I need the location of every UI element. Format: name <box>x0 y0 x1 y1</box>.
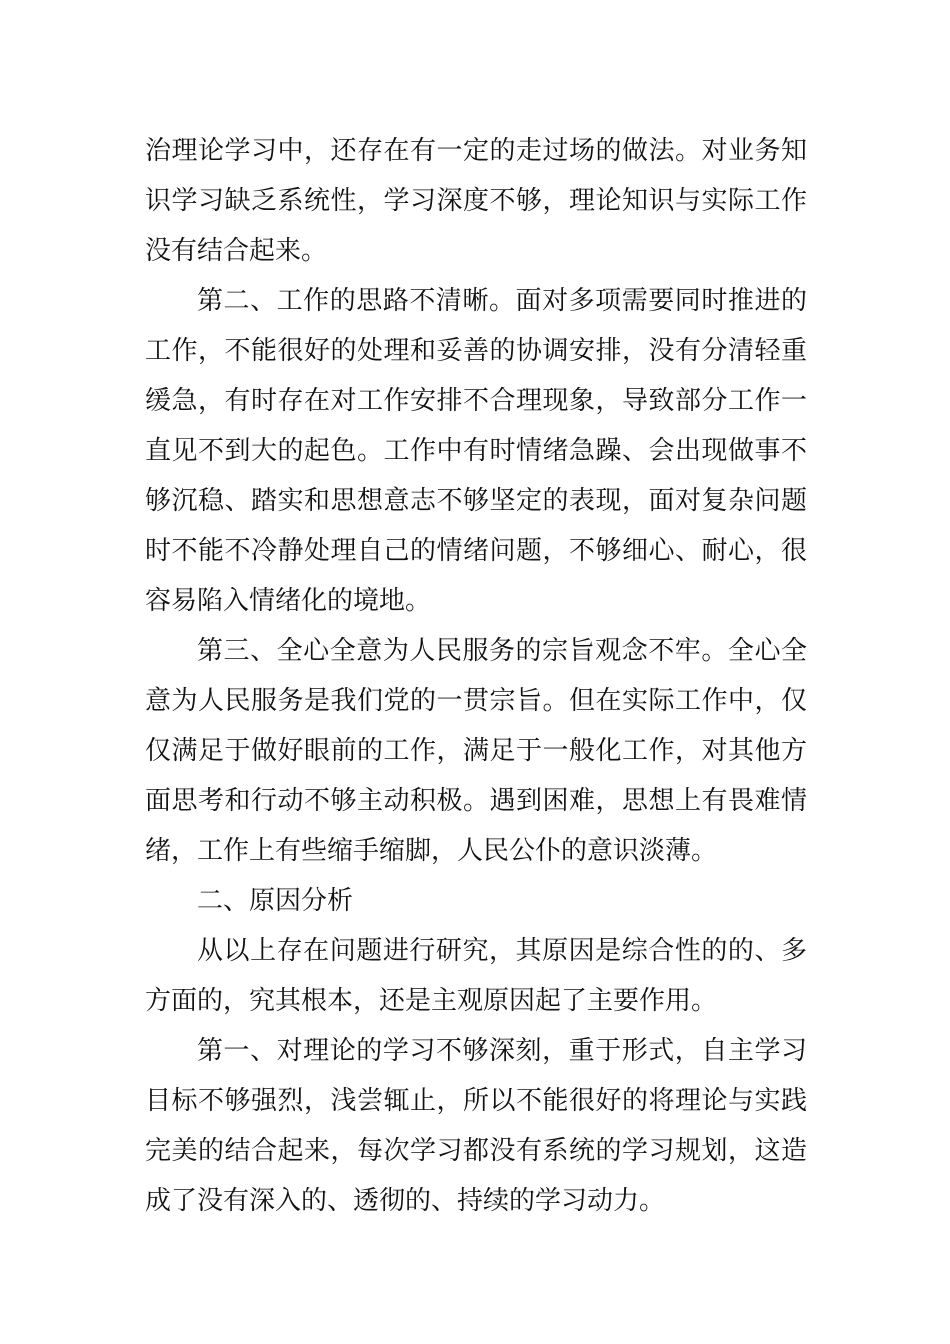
document-body <box>145 126 807 1226</box>
paragraph-continued-theory-study: 治理论学习中，还存在有一定的走过场的做法。对业务知识学习缺乏系统性，学习深度不够，理论知识与实际工作没有结合起来。 <box>145 136 807 266</box>
paragraph-work-thinking: 第二、工作的思路不清晰。面对多项需要同时推进的工作，不能很好的处理和妥善的协调安排，没有分清轻重缓急，有时存在对工作安排不合理现象，导致部分工作一直见不到大的起色。工作中有时情绪急躁、会出现做事不够沉稳、踏实和思想意志不够坚定的表现，面对复杂问题时不能不冷静处理自己的情绪问题，不够细心、耐心，很容易陷入情绪化的境地。 <box>145 286 807 616</box>
section-heading-cause-analysis: 二、原因分析 <box>197 886 354 916</box>
paragraph-cause-intro: 从以上存在问题进行研究，其原因是综合性的的、多方面的，究其根本，还是主观原因起了主要作用。 <box>145 936 807 1016</box>
paragraph-serve-people: 第三、全心全意为人民服务的宗旨观念不牢。全心全意为人民服务是我们党的一贯宗旨。但在实际工作中，仅仅满足于做好眼前的工作，满足于一般化工作，对其他方面思考和行动不够主动积极。遇到困难，思想上有畏难情绪，工作上有些缩手缩脚，人民公仆的意识淡薄。 <box>145 636 807 866</box>
paragraph-theory-study-cause: 第一、对理论的学习不够深刻，重于形式，自主学习目标不够强烈，浅尝辄止，所以不能很好的将理论与实践完美的结合起来，每次学习都没有系统的学习规划，这造成了没有深入的、透彻的、持续的学习动力。 <box>145 1036 807 1216</box>
